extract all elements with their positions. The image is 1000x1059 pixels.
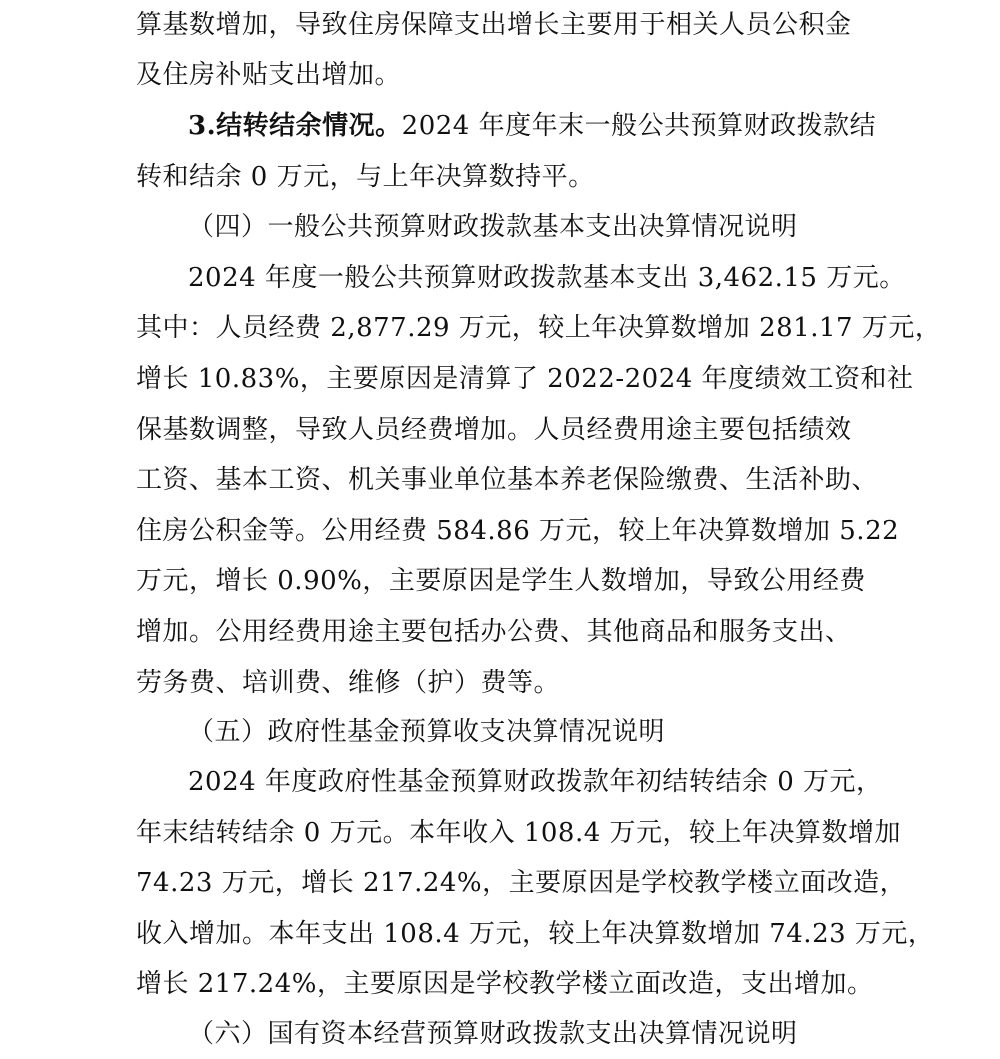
paragraph-line: 增加。公用经费用途主要包括办公费、其他商品和服务支出、 bbox=[136, 617, 852, 647]
section-heading: （五）政府性基金预算收支决算情况说明 bbox=[188, 717, 666, 747]
paragraph-line: 74.23 万元，增长 217.24%，主要原因是学校教学楼立面改造， bbox=[136, 868, 907, 898]
subsection-text: 2024 年度年末一般公共预算财政拨款结 bbox=[401, 111, 877, 141]
paragraph-line: 年末结转结余 0 万元。本年收入 108.4 万元，较上年决算数增加 bbox=[136, 818, 902, 848]
paragraph-line: 2024 年度一般公共预算财政拨款基本支出 3,462.15 万元。 bbox=[188, 263, 906, 293]
paragraph-line: 转和结余 0 万元，与上年决算数持平。 bbox=[136, 162, 595, 192]
paragraph-line: 劳务费、培训费、维修（护）费等。 bbox=[136, 668, 561, 698]
paragraph-line: 增长 217.24%，主要原因是学校教学楼立面改造，支出增加。 bbox=[136, 969, 874, 999]
paragraph-line: 及住房补贴支出增加。 bbox=[136, 60, 402, 90]
paragraph-line: 2024 年度政府性基金预算财政拨款年初结转结余 0 万元， bbox=[188, 767, 883, 797]
paragraph-line: 算基数增加，导致住房保障支出增长主要用于相关人员公积金 bbox=[136, 10, 852, 40]
paragraph-line: 增长 10.83%，主要原因是清算了 2022-2024 年度绩效工资和社 bbox=[136, 364, 914, 394]
paragraph-line: 保基数调整，导致人员经费增加。人员经费用途主要包括绩效 bbox=[136, 415, 852, 445]
paragraph-line: 其中：人员经费 2,877.29 万元，较上年决算数增加 281.17 万元， bbox=[136, 313, 942, 343]
section-heading: （六）国有资本经营预算财政拨款支出决算情况说明 bbox=[188, 1019, 798, 1049]
subsection-line bbox=[188, 101, 896, 151]
paragraph-line: 工资、基本工资、机关事业单位基本养老保险缴费、生活补助、 bbox=[136, 465, 879, 495]
paragraph-line: 住房公积金等。公用经费 584.86 万元，较上年决算数增加 5.22 bbox=[136, 516, 900, 546]
section-heading: （四）一般公共预算财政拨款基本支出决算情况说明 bbox=[188, 212, 798, 242]
subsection-heading: 3.结转结余情况。 bbox=[188, 111, 402, 141]
paragraph-line: 万元，增长 0.90%，主要原因是学生人数增加，导致公用经费 bbox=[136, 566, 866, 596]
paragraph-line: 收入增加。本年支出 108.4 万元，较上年决算数增加 74.23 万元， bbox=[136, 919, 935, 949]
